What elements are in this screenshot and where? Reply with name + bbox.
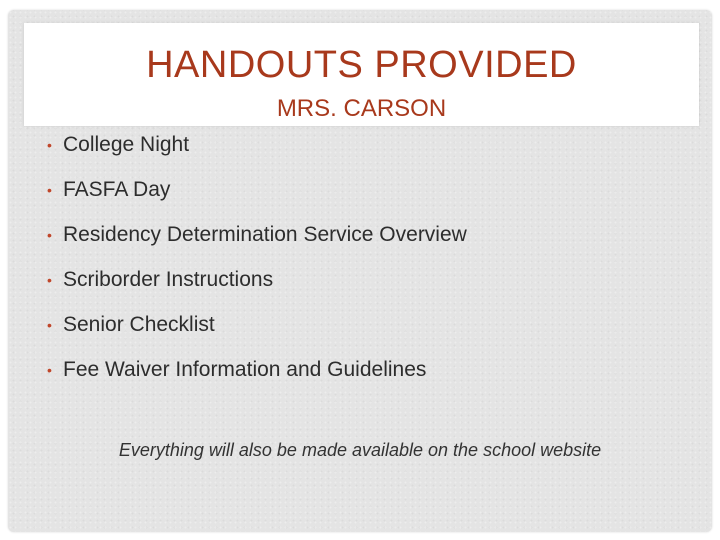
bullet-icon: • [47, 362, 52, 378]
bullet-icon: • [47, 272, 52, 288]
list-item-text: Residency Determination Service Overview [63, 223, 467, 246]
list-item [47, 175, 467, 220]
title-box [24, 23, 699, 126]
list-item [47, 265, 467, 310]
list-item [47, 355, 467, 400]
bullet-icon: • [47, 227, 52, 243]
list-item [47, 310, 467, 355]
list-item-text: FASFA Day [63, 178, 171, 201]
bullet-icon: • [47, 182, 52, 198]
list-item-text: Scriborder Instructions [63, 268, 274, 291]
slide-subtitle: MRS. CARSON [276, 95, 447, 122]
bullet-list [47, 130, 467, 400]
list-item-text: Fee Waiver Information and Guidelines [63, 358, 427, 381]
list-item [47, 220, 467, 265]
footnote: Everything will also be made available on the school website [118, 440, 602, 460]
list-item [47, 130, 467, 175]
list-item-text: College Night [63, 133, 190, 156]
list-item-text: Senior Checklist [63, 313, 215, 336]
bullet-icon: • [47, 317, 52, 333]
slide-title: HANDOUTS PROVIDED [146, 44, 577, 86]
bullet-icon: • [47, 137, 52, 153]
